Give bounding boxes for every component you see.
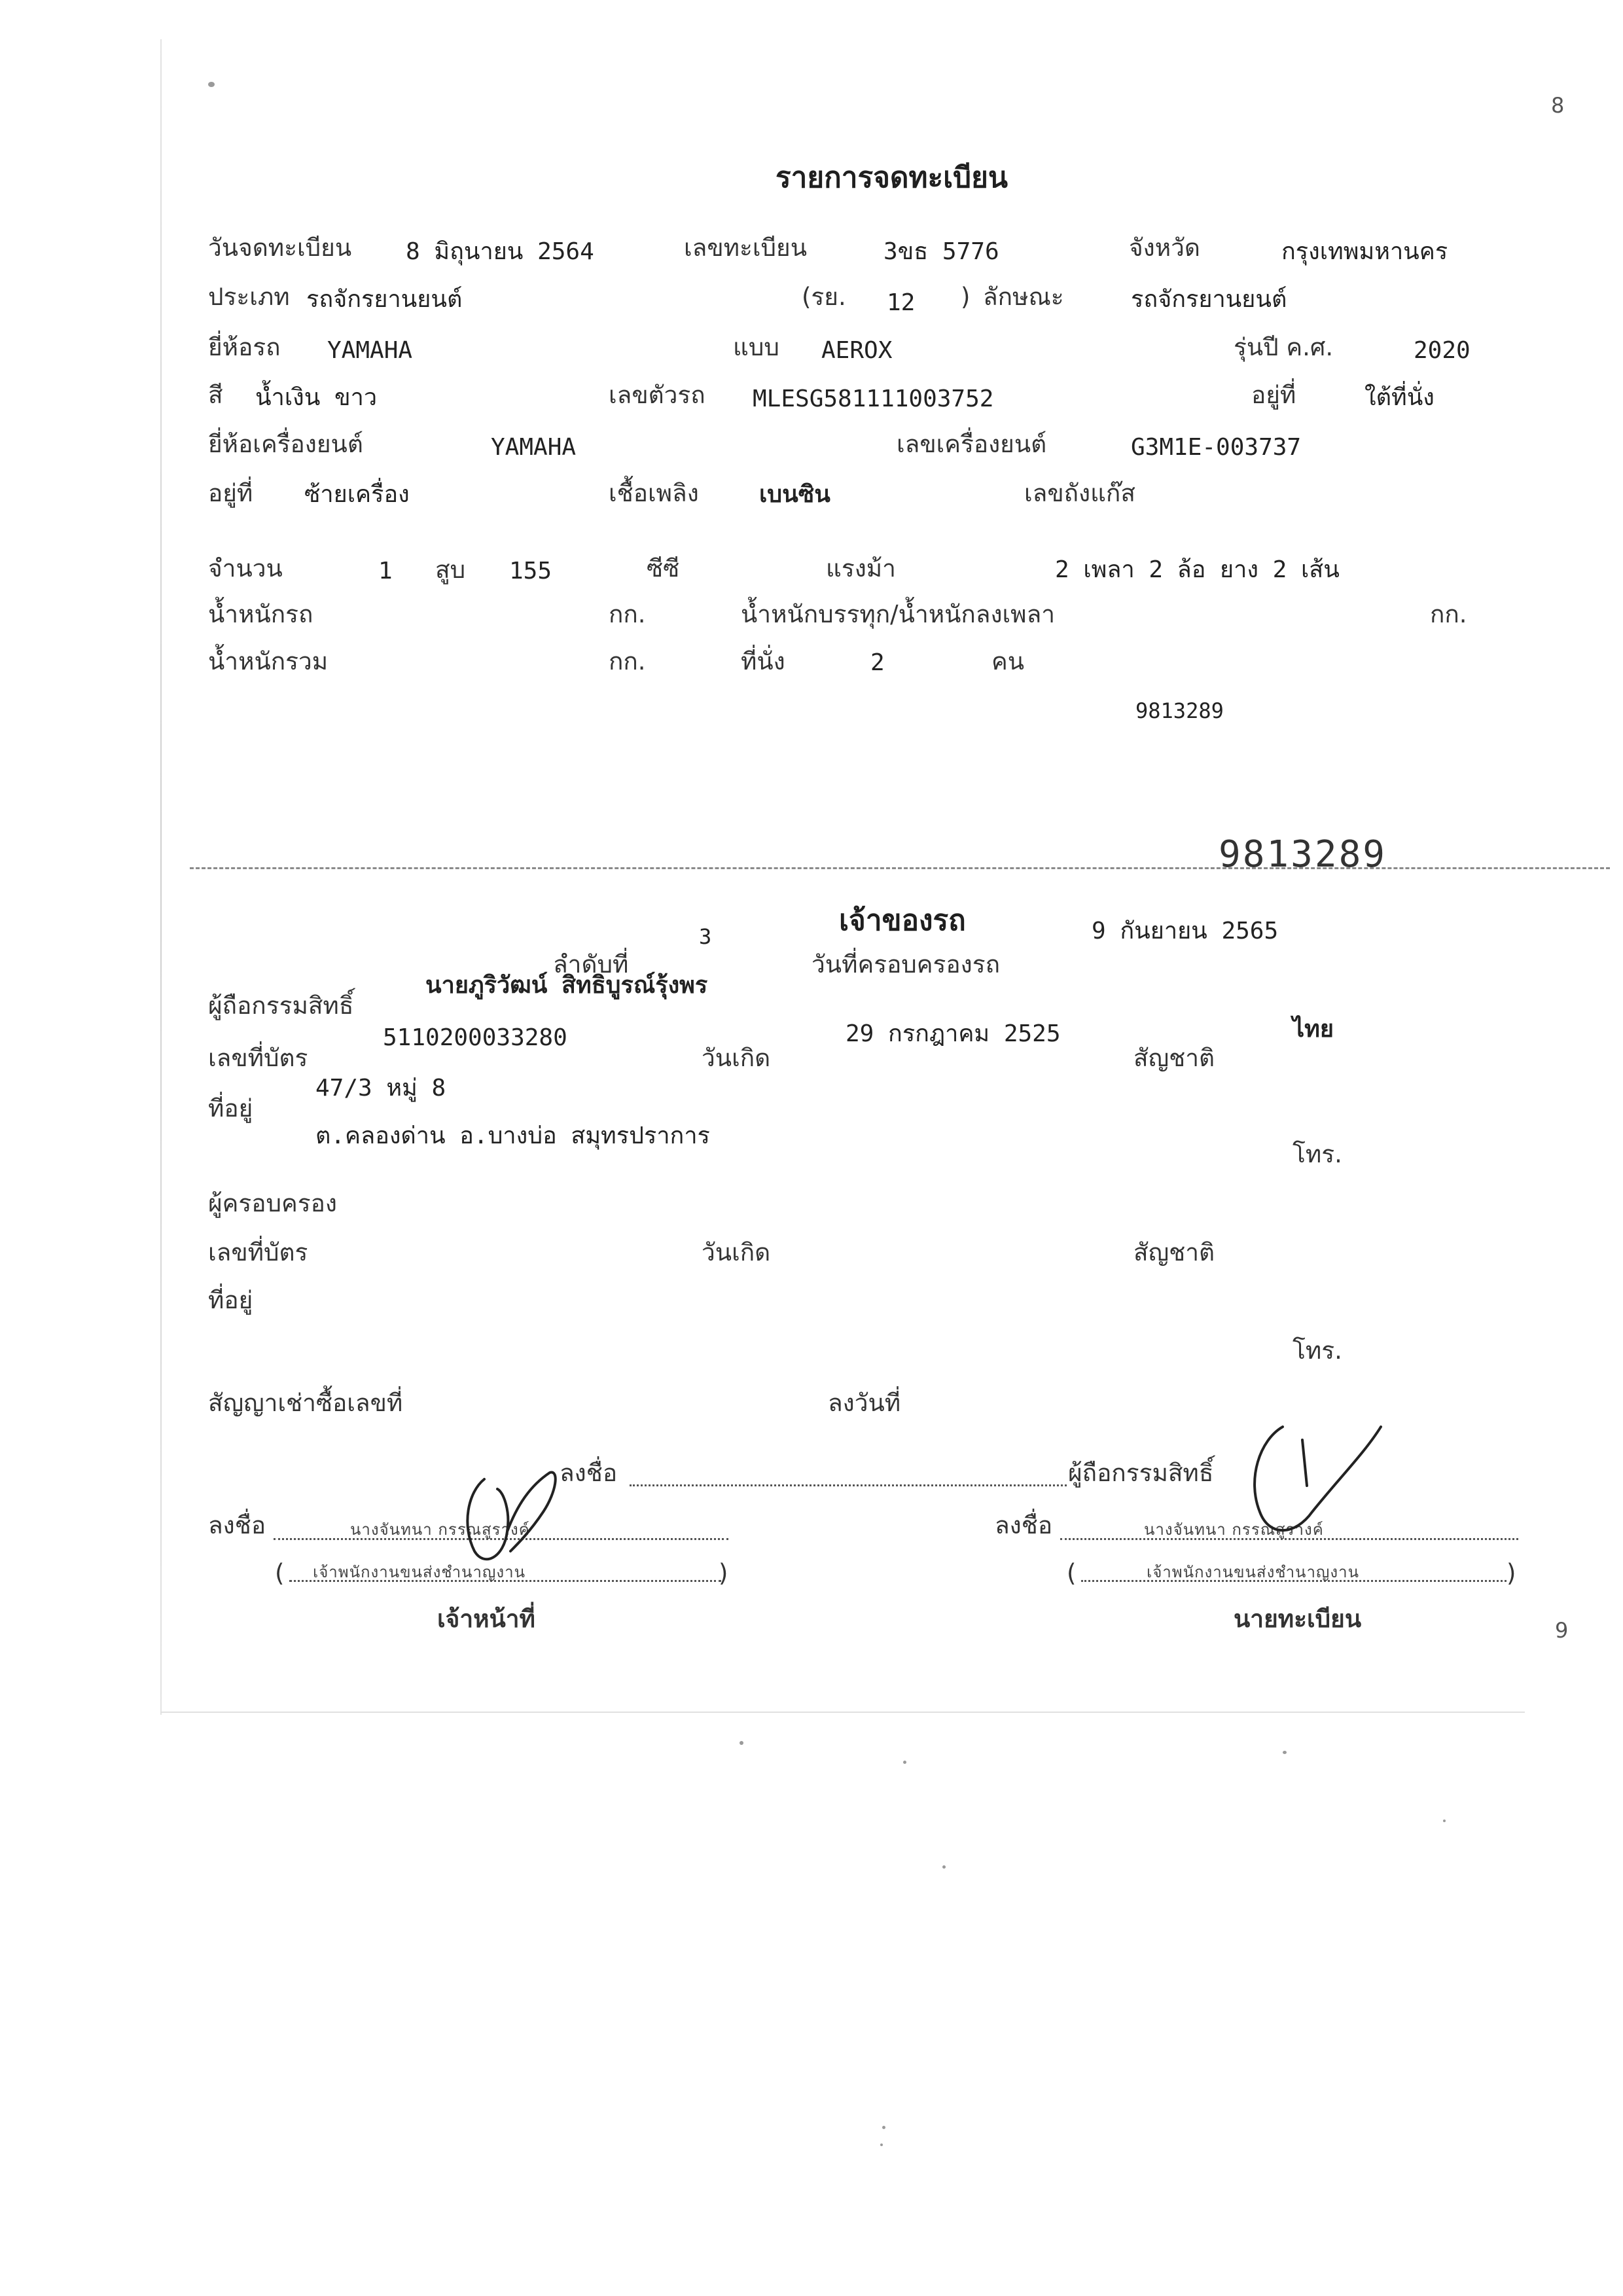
registrar-title: นายทะเบียน	[1234, 1605, 1362, 1633]
scan-left-edge	[160, 39, 162, 1715]
scan-speck	[1283, 1751, 1287, 1754]
person-label: คน	[991, 647, 1025, 675]
holder-nationality-label: สัญชาติ	[1133, 1044, 1215, 1072]
scan-speck	[903, 1761, 906, 1764]
holder-birth-value: 29 กรกฎาคม 2525	[846, 1020, 1061, 1047]
count-label: จำนวน	[208, 554, 283, 583]
reg-date-label: วันจดทะเบียน	[208, 234, 352, 262]
officer-stamp-name: นางจันทนา กรรณสูรางค์	[350, 1520, 530, 1539]
brand-value: YAMAHA	[327, 337, 413, 364]
registrar-stamp-name: นางจันทนา กรรณสูรางค์	[1144, 1520, 1324, 1539]
style-value: รถจักรยานยนต์	[1131, 286, 1287, 313]
ry-open: (รย.	[802, 283, 846, 311]
possession-date-label: วันที่ครอบครองรถ	[812, 950, 1000, 978]
chassis-location-value: ใต้ที่นั่ง	[1364, 384, 1435, 411]
holder-address-line2: ต.คลองด่าน อ.บางบ่อ สมุทรปราการ	[315, 1122, 710, 1149]
model-label: แบบ	[733, 333, 779, 361]
cc-label: ซีซี	[647, 554, 680, 583]
engine-location-label: อยู่ที่	[208, 479, 253, 507]
officer-title: เจ้าหน้าที่	[437, 1605, 535, 1633]
total-weight-label: น้ำหนักรวม	[208, 647, 329, 675]
possession-date: 9 กันยายน 2565	[1092, 918, 1279, 944]
horsepower-label: แรงม้า	[826, 554, 896, 583]
seat-value: 2	[870, 649, 885, 676]
engine-no-label: เลขเครื่องยนต์	[897, 430, 1047, 458]
document-number-small: 9813289	[1135, 698, 1224, 723]
chassis-location-label: อยู่ที่	[1251, 381, 1296, 409]
scan-speck	[208, 82, 215, 87]
style-label: ลักษณะ	[983, 283, 1064, 311]
registrar-stamp-position: เจ้าพนักงานขนส่งชำนาญงาน	[1147, 1563, 1359, 1581]
holder-nationality-value: ไทย	[1293, 1016, 1334, 1043]
year-label: รุ่นปี ค.ศ.	[1234, 333, 1334, 361]
holder-sign-dotted-line	[630, 1484, 1067, 1486]
fuel-label: เชื้อเพลิง	[609, 479, 699, 507]
officer-paren-open: (	[275, 1559, 285, 1587]
load-weight-label: น้ำหนักบรรทุก/น้ำหนักลงเพลา	[741, 600, 1056, 628]
brand-label: ยี่ห้อรถ	[208, 333, 281, 361]
ry-close: )	[961, 283, 971, 311]
scan-speck	[882, 2126, 885, 2129]
scan-bottom-edge	[160, 1712, 1525, 1713]
scan-speck	[740, 1741, 743, 1745]
possessor-id-label: เลขที่บัตร	[208, 1238, 308, 1266]
possessor-phone-label: โทร.	[1293, 1336, 1342, 1365]
officer-paren-close: )	[719, 1559, 728, 1587]
chassis-label: เลขตัวรถ	[609, 381, 705, 409]
registration-title: รายการจดทะเบียน	[776, 161, 1008, 194]
gas-tank-label: เลขถังแก๊ส	[1024, 479, 1135, 507]
engine-no-value: G3M1E-003737	[1131, 434, 1302, 461]
type-value: รถจักรยานยนต์	[306, 286, 463, 313]
possessor-address-label: ที่อยู่	[208, 1286, 253, 1314]
cc-value: 155	[509, 558, 552, 584]
sequence-number: 3	[699, 924, 712, 949]
holder-address-label: ที่อยู่	[208, 1094, 253, 1122]
sign-date-label: ลงวันที่	[828, 1389, 901, 1417]
sequence-label: ลำดับที่	[553, 950, 629, 978]
holder-sign-label: ลงชื่อ	[560, 1459, 618, 1487]
ry-number: 12	[887, 289, 916, 316]
page-number-bottom: 9	[1555, 1618, 1569, 1643]
vehicle-weight-label: น้ำหนักรถ	[208, 600, 313, 628]
fuel-value: เบนซิน	[759, 481, 830, 508]
axle-wheel-value: 2 เพลา 2 ล้อ ยาง 2 เส้น	[1055, 556, 1340, 583]
owner-title: เจ้าของรถ	[839, 904, 966, 937]
province-label: จังหวัด	[1129, 234, 1200, 262]
plate-value: 3ขธ 5776	[883, 238, 999, 265]
registrar-paren-open: (	[1067, 1559, 1077, 1587]
seat-label: ที่นั่ง	[741, 647, 785, 675]
scan-speck	[942, 1865, 946, 1869]
holder-birth-label: วันเกิด	[702, 1044, 771, 1072]
registrar-sign-label: ลงชื่อ	[995, 1511, 1053, 1539]
holder-address-line1: 47/3 หมู่ 8	[315, 1075, 446, 1102]
type-label: ประเภท	[208, 283, 290, 311]
officer-signature	[445, 1453, 569, 1571]
registrar-paren-close: )	[1507, 1559, 1516, 1587]
scan-speck	[1443, 1820, 1446, 1822]
scan-speck	[880, 2144, 883, 2146]
holder-id-value: 5110200033280	[383, 1024, 567, 1051]
province-value: กรุงเทพมหานคร	[1281, 238, 1448, 265]
cylinder-label: สูบ	[435, 556, 466, 584]
document-number-large: 9813289	[1219, 833, 1387, 876]
kg-unit-3: กก.	[609, 647, 646, 675]
holder-name: นายภูริวัฒน์ สิทธิบูรณ์รุ้งพร	[425, 972, 708, 999]
plate-label: เลขทะเบียน	[684, 234, 807, 262]
year-value: 2020	[1414, 337, 1471, 364]
reg-date-value: 8 มิถุนายน 2564	[406, 238, 594, 265]
engine-brand-label: ยี่ห้อเครื่องยนต์	[208, 430, 363, 458]
kg-unit-1: กก.	[609, 600, 646, 628]
holder-label: ผู้ถือกรรมสิทธิ์	[208, 992, 354, 1020]
model-value: AEROX	[821, 337, 893, 364]
count-value: 1	[378, 558, 393, 584]
color-label: สี	[208, 381, 223, 409]
chassis-value: MLESG581111003752	[753, 386, 994, 412]
holder-phone-label: โทร.	[1293, 1140, 1342, 1168]
color-value: น้ำเงิน ขาว	[255, 384, 378, 411]
engine-brand-value: YAMAHA	[491, 434, 577, 461]
officer-stamp-position: เจ้าพนักงานขนส่งชำนาญงาน	[313, 1563, 526, 1581]
holder-sign-suffix: ผู้ถือกรรมสิทธิ์	[1068, 1459, 1214, 1487]
kg-unit-2: กก.	[1430, 600, 1467, 628]
holder-id-label: เลขที่บัตร	[208, 1044, 308, 1072]
possessor-label: ผู้ครอบครอง	[208, 1189, 337, 1217]
engine-location-value: ซ้ายเครื่อง	[304, 481, 410, 508]
section-divider	[190, 867, 1610, 869]
page-number-top: 8	[1551, 93, 1565, 118]
officer-sign-label: ลงชื่อ	[208, 1511, 266, 1539]
lease-contract-label: สัญญาเช่าซื้อเลขที่	[208, 1389, 403, 1417]
registrar-signature	[1240, 1414, 1404, 1551]
possessor-nationality-label: สัญชาติ	[1133, 1238, 1215, 1266]
possessor-birth-label: วันเกิด	[702, 1238, 771, 1266]
